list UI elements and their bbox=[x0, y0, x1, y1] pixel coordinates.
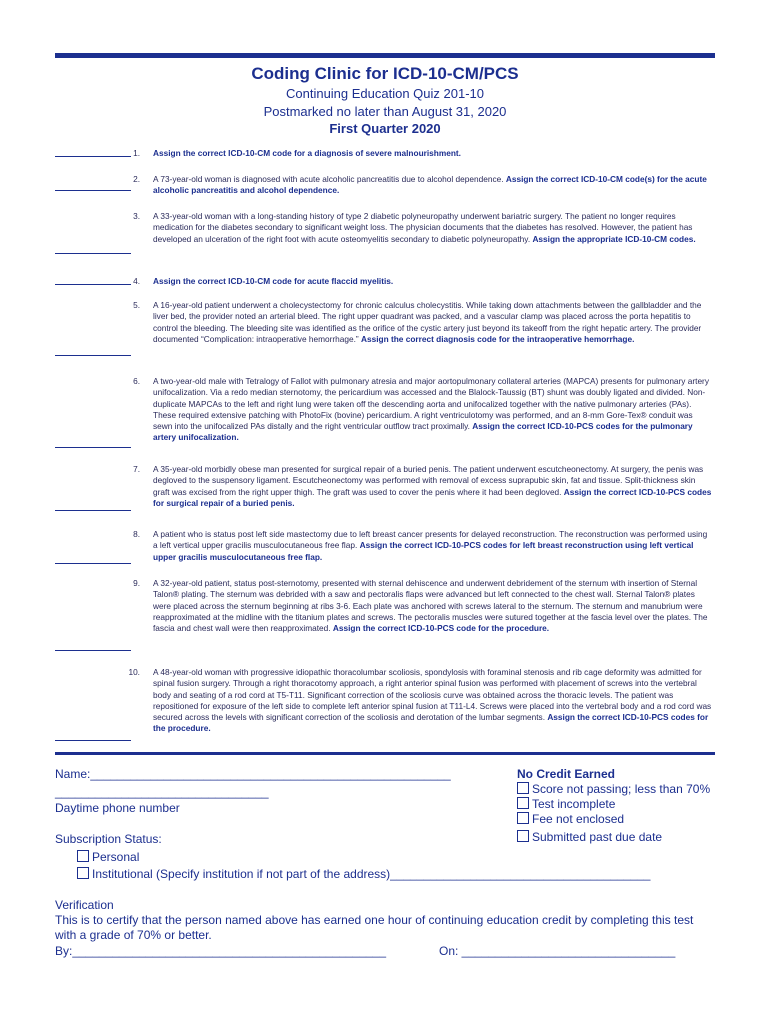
no-credit-checkbox[interactable] bbox=[517, 797, 529, 809]
personal-label: Personal bbox=[92, 850, 140, 864]
answer-blank[interactable] bbox=[55, 355, 131, 356]
postmark-deadline: Postmarked no later than August 31, 2020 bbox=[263, 104, 507, 119]
question-text bbox=[153, 667, 713, 735]
question-body: A 48-year-old woman with progressive idiopathic thoracolumbar scoliosis, spondylosis with foraminal stenosis and rib cage deformity was admitted for spinal fusion surgery. Through a right thoracotomy approach, a right anterior spinal fusion was performed with placement of screws into the vertebral body and seating of a rod cord at T5-T11. Significant correction of the scoliosis curve was obtained across the thoracic levels. The patient was repositioned for exposure of the left side to complete left anterior spinal fusion at T11-L4. Screws were placed into the vertebral body and a rod cord was secured across the levels with significant correction of the scoliosis and derotation of the lumbar segments. bbox=[153, 667, 712, 723]
question-text bbox=[153, 376, 713, 444]
question-instruction: Assign the correct ICD-10-PCS code for the procedure. bbox=[332, 623, 550, 634]
no-credit-checkbox[interactable] bbox=[517, 830, 529, 842]
question-instruction: Assign the correct ICD-10-PCS codes for surgical repair of a buried penis. bbox=[153, 486, 712, 508]
question-text bbox=[153, 464, 713, 509]
answer-blank[interactable] bbox=[55, 740, 131, 741]
no-credit-option[interactable] bbox=[517, 812, 624, 826]
question-number: 7. bbox=[133, 464, 140, 474]
question-number: 2. bbox=[133, 174, 140, 184]
question-text bbox=[153, 300, 713, 345]
personal-checkbox[interactable] bbox=[77, 850, 89, 862]
institutional-checkbox[interactable] bbox=[77, 867, 89, 879]
question-number: 10. bbox=[128, 667, 140, 677]
no-credit-heading: No Credit Earned bbox=[517, 767, 616, 781]
question-instruction: Assign the correct ICD-10-PCS codes for the procedure. bbox=[153, 712, 709, 734]
name-field[interactable]: Name:______________________________________________________ bbox=[55, 767, 451, 781]
question-text bbox=[153, 529, 713, 563]
no-credit-option[interactable] bbox=[517, 830, 662, 844]
no-credit-option-label: Test incomplete bbox=[532, 797, 616, 811]
answer-blank[interactable] bbox=[55, 190, 131, 191]
question-number: 3. bbox=[133, 211, 140, 221]
question-body: A 33-year-old woman with a long-standing history of type 2 diabetic polyneuropathy underwent bariatric surgery. The patient no longer requires medication for the diabetes secondary to significant weight loss. The physician documents that the diabetes has resolved. However, the patient has developed an ulceration of the right foot with acute osteomyelitis secondary to diabetic polyneuropathy. bbox=[153, 211, 693, 244]
question-body: A 32-year-old patient, status post-sternotomy, presented with sternal dehiscence and underwent debridement of the sternum with insertion of Sternal Talon® plating. The sternum was debrided with a saw and pectoralis flaps were advanced but left connected to the chest wall. Sternal Talon® plates were placed across the sternum beginning at ribs 3-6. Each plate was anchored with screws lateral to the sternum. The sternum and manubrium were reapproximated at the midline with the titanium plates and screws. The pectoralis muscles were sutured together at the fascia level over the plates. The fascia and chest wall were then reapproximated. bbox=[153, 578, 708, 634]
question-instruction: Assign the correct diagnosis code for the intraoperative hemorrhage. bbox=[361, 333, 635, 344]
institutional-label: Institutional (Specify institution if not part of the address)_______________________________________ bbox=[92, 867, 651, 881]
question-number: 9. bbox=[133, 578, 140, 588]
question-text bbox=[153, 174, 713, 197]
question-number: 1. bbox=[133, 148, 140, 158]
subscription-label: Subscription Status: bbox=[55, 832, 162, 846]
no-credit-option-label: Score not passing; less than 70% bbox=[532, 782, 711, 796]
question-body: A patient who is status post left side mastectomy due to left breast cancer presents for delayed reconstruction. The reconstruction was performed using a left vertical upper gracilis musculocutaneous free flap. bbox=[153, 529, 708, 551]
question-number: 6. bbox=[133, 376, 140, 386]
answer-blank[interactable] bbox=[55, 563, 131, 564]
question-instruction: Assign the correct ICD-10-PCS codes for left breast reconstruction using left vertical upper gracilis musculocutaneous free flap. bbox=[153, 540, 694, 562]
question-body: A 16-year-old patient underwent a cholecystectomy for chronic calculus cholecystitis. While taking down attachments between the gallbladder and the liver bed, the provider noted an arterial bleed. The right upper quadrant was packed, and a vascular clamp was placed across the porta hepatitis to control the bleeding. The bleeding site was identified as the orifice of the cystic artery just beyond its takeoff from the right hepatic artery. The provider documented “Complication: intraoperative hemorrhage.” bbox=[153, 300, 702, 344]
question-text bbox=[153, 276, 713, 287]
question-number: 8. bbox=[133, 529, 140, 539]
question-number: 5. bbox=[133, 300, 140, 310]
question-instruction: Assign the correct ICD-10-CM code for a diagnosis of severe malnourishment. bbox=[153, 148, 461, 158]
personal-option[interactable] bbox=[77, 850, 139, 864]
page-title: Coding Clinic for ICD-10-CM/PCS bbox=[251, 64, 519, 83]
date-field[interactable]: On: ________________________________ bbox=[439, 944, 676, 958]
no-credit-option-label: Submitted past due date bbox=[532, 830, 663, 844]
verification-heading: Verification bbox=[55, 898, 114, 912]
question-body: A two-year-old male with Tetralogy of Fallot with pulmonary atresia and major aortopulmonary collateral arteries (MAPCA) presents for pulmonary artery unifocalization. Via a redo median sternotomy, the pericardium was accessed and the Blalock-Taussig (BT) shunt was doubly ligated and divided. Non-duplicate MAPCAs to the left and right lung were taken off the descending aorta and unifocalized together with the native pulmonary arteries (PAs). These required extensive patching with PhotoFix (bovine) pericardium. A right ventriculotomy was performed, and an 8-mm Gore-Tex® conduit was sewn into the unifocalized PAs distally and the right ventricular outflow tract proximally. bbox=[153, 376, 709, 432]
answer-blank[interactable] bbox=[55, 650, 131, 651]
certify-text-line-1: This is to certify that the person named above has earned one hour of continuing education credit by completing this test bbox=[55, 913, 694, 927]
question-body: A 73-year-old woman is diagnosed with acute alcoholic pancreatitis due to alcohol dependence. bbox=[153, 174, 506, 184]
institutional-option[interactable] bbox=[77, 867, 650, 881]
phone-field[interactable]: ________________________________ bbox=[55, 785, 269, 799]
quiz-subtitle: Continuing Education Quiz 201-10 bbox=[285, 86, 485, 101]
no-credit-option[interactable] bbox=[517, 797, 615, 811]
question-text bbox=[153, 578, 713, 634]
question-text bbox=[153, 211, 713, 245]
phone-label: Daytime phone number bbox=[55, 801, 180, 815]
answer-blank[interactable] bbox=[55, 447, 131, 448]
answer-blank[interactable] bbox=[55, 253, 131, 254]
question-body: A 35-year-old morbidly obese man presented for surgical repair of a buried penis. The patient underwent escutcheonectomy. At surgery, the penis was degloved to the suspensory ligament. Escutcheonectomy was performed with removal of excess suprapubic skin, fat and tissue. Split-thickness skin graft was excised from the right upper thigh. The graft was used to cover the penis where it had been degloved. bbox=[153, 464, 704, 497]
question-instruction: Assign the correct ICD-10-CM code(s) for the acute alcoholic pancreatitis and alcohol dependence. bbox=[153, 174, 707, 196]
no-credit-checkbox[interactable] bbox=[517, 812, 529, 824]
no-credit-checkbox[interactable] bbox=[517, 782, 529, 794]
certify-text-line-2: with a grade of 70% or better. bbox=[55, 928, 212, 942]
question-instruction: Assign the correct ICD-10-CM code for acute flaccid myelitis. bbox=[153, 276, 394, 286]
question-instruction: Assign the appropriate ICD-10-CM codes. bbox=[532, 233, 696, 244]
section-divider bbox=[55, 752, 715, 755]
question-instruction: Assign the correct ICD-10-PCS codes for the pulmonary artery unifocalization. bbox=[153, 421, 693, 443]
no-credit-option-label: Fee not enclosed bbox=[532, 812, 625, 826]
question-number: 4. bbox=[133, 276, 140, 286]
question-text bbox=[153, 148, 713, 159]
no-credit-option[interactable] bbox=[517, 782, 710, 796]
top-rule bbox=[55, 53, 715, 58]
quarter-label: First Quarter 2020 bbox=[329, 121, 441, 136]
answer-blank[interactable] bbox=[55, 510, 131, 511]
signature-field[interactable]: By:_______________________________________________ bbox=[55, 944, 387, 958]
